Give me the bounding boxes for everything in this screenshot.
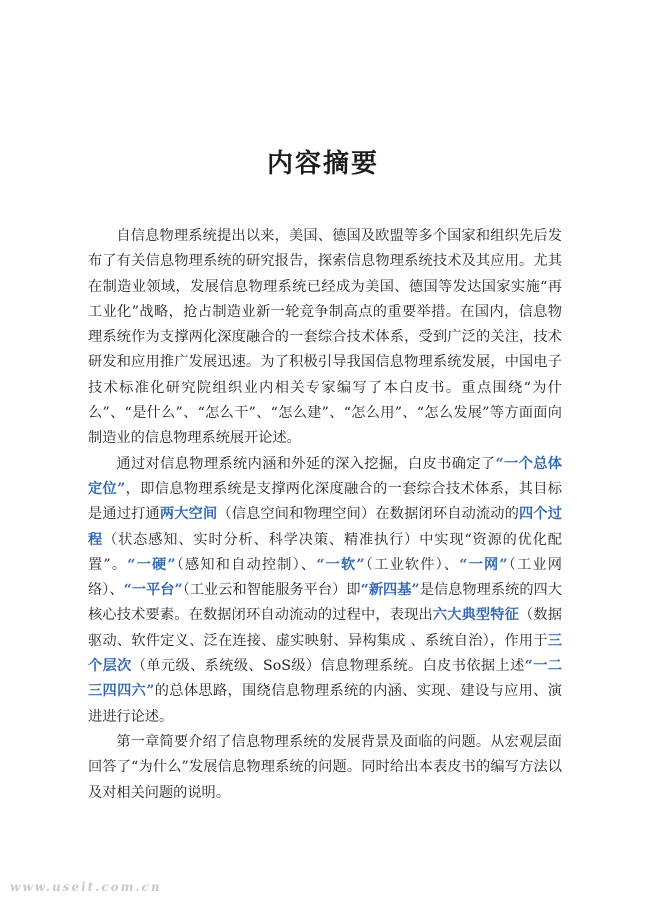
highlighted-term: “一平台” xyxy=(123,582,183,599)
paragraph-2 xyxy=(88,452,562,730)
highlighted-term: 三个层次 xyxy=(88,632,562,675)
page-title: 内容摘要 xyxy=(266,149,379,179)
text-segment: 的总体思路，围绕信息物理系统的内涵、实现、建设与应用、演进进行论述。 xyxy=(88,683,562,725)
highlighted-term: “一硬” xyxy=(127,556,176,573)
text-segment: （信息空间和物理空间）在数据闭环自动流动的 xyxy=(217,506,520,523)
text-segment: （工业软件）、 xyxy=(364,556,460,573)
text-segment: 是信息物理系统的四大核心技术要素。在数据闭环自动流动的过程中，表现出 xyxy=(88,582,562,624)
text-segment: 自信息物理系统提出以来，美国、德国及欧盟等多个国家和组织先后发布了有关信息物理系统的研究报告，探索信息物理系统技术及其应用。尤其在制造业领域，发展信息物理系统已经成为美国、德国等发达国家实施“再工业化”战略，抢占制造业新一轮竞争制高点的重要举措。在国内，信息物理系统作为支撑两化深度融合的一套综合技术体系，受到广泛的关注，技术研发和应用推广发展迅速。为了积极引导我国信息物理系统发展，中国电子技术标准化研究院组织业内相关专家编写了本白皮书。重点围绕“为什么”、“是什么”、“怎么干”、“怎么建”、“怎么用”、“怎么发展”等方面面向制造业的信息物理系统展开论述。 xyxy=(88,228,562,447)
text-segment: （工业云和智能服务平台）即 xyxy=(182,582,361,599)
text-segment: （状态感知、实时分析、科学决策、精准执行）中实现“资源的优化配置”。 xyxy=(88,531,562,573)
highlighted-term: “一软” xyxy=(316,556,365,573)
text-segment: （数据驱动、软件定义、泛在连接、虚实映射、异构集成 、系统自治），作用于 xyxy=(88,607,562,649)
highlighted-term: “一个总体定位” xyxy=(88,455,562,497)
highlighted-term: 两大空间 xyxy=(159,506,218,523)
text-segment: ，即信息物理系统是支撑两化深度融合的一套综合技术体系，其目标是通过打通 xyxy=(88,480,562,523)
paragraph-3 xyxy=(88,730,562,806)
text-segment: 通过对信息物理系统内涵和外延的深入挖掘，白皮书确定了 xyxy=(116,455,496,472)
highlighted-term: 四个过程 xyxy=(88,506,562,548)
text-segment: （工业网络）、 xyxy=(88,556,562,599)
abstract-body xyxy=(88,224,562,806)
highlighted-term: 六大典型特征 xyxy=(432,607,520,624)
watermark: www.useit.com.cn xyxy=(10,880,162,894)
text-segment: （单元级、系统级、SoS级）信息物理系统。白皮书依据上述 xyxy=(131,658,525,675)
text-segment: 第一章简要介绍了信息物理系统的发展背景及面临的问题。从宏观层面回答了“为什么”发展信息物理系统的问题。同时给出本表皮书的编写方法以及对相关问题的说明。 xyxy=(88,733,562,801)
text-segment: （感知和自动控制）、 xyxy=(175,556,317,573)
highlighted-term: “一网” xyxy=(459,556,508,573)
highlighted-term: “新四基” xyxy=(360,582,420,599)
highlighted-term: “一二三四四六” xyxy=(88,658,562,700)
paragraph-1 xyxy=(88,224,562,452)
